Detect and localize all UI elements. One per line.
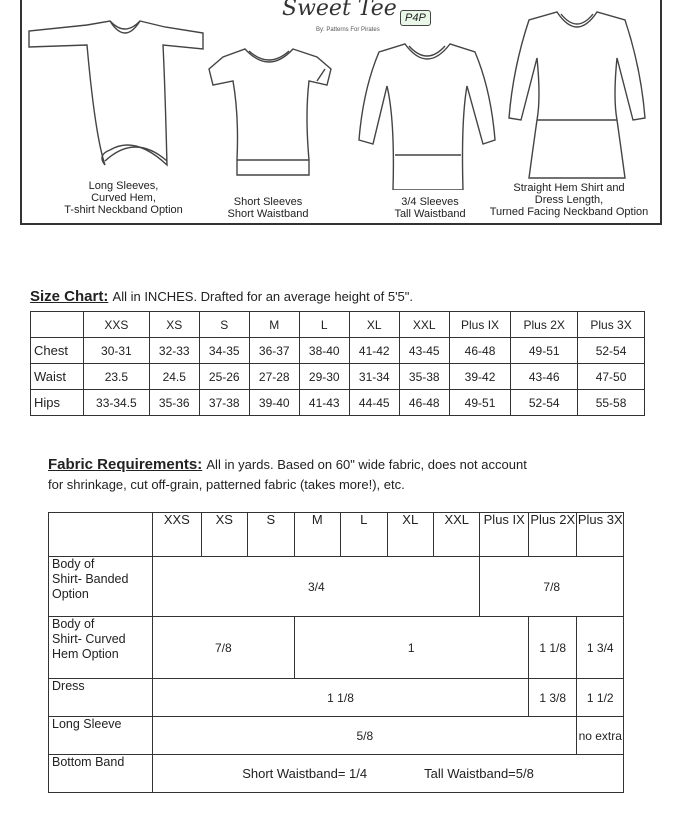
fabric-col-header: XS xyxy=(201,513,247,557)
size-col-header: XXL xyxy=(399,312,449,338)
fabric-table xyxy=(48,512,624,793)
size-cell: 37-38 xyxy=(199,390,249,416)
size-cell: 49-51 xyxy=(511,338,578,364)
fabric-cell: 1 1/8 xyxy=(528,617,577,679)
size-cell: 49-51 xyxy=(449,390,511,416)
caption-view-4: Straight Hem Shirt and Dress Length, Turned Facing Neckband Option xyxy=(489,182,649,218)
brand-logo xyxy=(280,0,430,40)
fabric-cell: 1 xyxy=(294,617,528,679)
size-col-header: XXS xyxy=(84,312,150,338)
row-label: Body of Shirt- Banded Option xyxy=(49,557,153,617)
garment-dress xyxy=(505,8,650,183)
size-chart-note: All in INCHES. Drafted for an average height of 5'5". xyxy=(112,289,414,304)
size-cell: 38-40 xyxy=(299,338,349,364)
size-cell: 39-42 xyxy=(449,364,511,390)
fabric-cell: 1 3/4 xyxy=(577,617,624,679)
fabric-row-dress xyxy=(49,679,624,717)
fabric-col-header: Plus IX xyxy=(480,513,529,557)
fabric-cell: 7/8 xyxy=(480,557,624,617)
size-cell: 52-54 xyxy=(511,390,578,416)
fabric-cell xyxy=(153,755,624,793)
size-cell: 30-31 xyxy=(84,338,150,364)
size-cell: 55-58 xyxy=(578,390,645,416)
brand-badge: P4P xyxy=(400,10,431,26)
fabric-cell: 7/8 xyxy=(153,617,294,679)
fabric-col-header: M xyxy=(294,513,340,557)
row-label: Bottom Band xyxy=(49,755,153,793)
fabric-col-header: L xyxy=(341,513,387,557)
size-cell: 41-42 xyxy=(349,338,399,364)
row-label: Hips xyxy=(31,390,84,416)
size-cell: 52-54 xyxy=(578,338,645,364)
fabric-row-banded xyxy=(49,557,624,617)
size-cell: 46-48 xyxy=(399,390,449,416)
fabric-col-header: Plus 3X xyxy=(577,513,624,557)
fabric-cell: 3/4 xyxy=(153,557,480,617)
size-col-header: M xyxy=(249,312,299,338)
short-waistband-note: Short Waistband= 1/4 xyxy=(242,766,368,781)
size-cell: 31-34 xyxy=(349,364,399,390)
size-cell: 43-46 xyxy=(511,364,578,390)
fabric-header-row xyxy=(49,513,624,557)
size-cell: 24.5 xyxy=(149,364,199,390)
size-chart-table xyxy=(30,311,645,416)
fabric-col-header: XL xyxy=(387,513,433,557)
fabric-cell: 1 1/2 xyxy=(577,679,624,717)
size-chart-heading: Size Chart: All in INCHES. Drafted for an average height of 5'5". xyxy=(30,288,414,305)
size-cell: 47-50 xyxy=(578,364,645,390)
fabric-col-header: S xyxy=(248,513,294,557)
size-col-header: S xyxy=(199,312,249,338)
row-label: Long Sleeve xyxy=(49,717,153,755)
size-cell: 29-30 xyxy=(299,364,349,390)
fabric-col-header: Plus 2X xyxy=(528,513,577,557)
fabric-note-line1: All in yards. Based on 60" wide fabric, does not account xyxy=(206,457,527,472)
row-label: Body of Shirt- Curved Hem Option xyxy=(49,617,153,679)
row-label: Waist xyxy=(31,364,84,390)
garment-three-quarter-sleeve xyxy=(355,40,500,190)
brand-subtitle: By: Patterns For Pirates xyxy=(316,27,380,33)
row-label: Chest xyxy=(31,338,84,364)
fabric-cell: 5/8 xyxy=(153,717,577,755)
garment-short-sleeve xyxy=(205,45,335,180)
size-cell: 34-35 xyxy=(199,338,249,364)
fabric-row-curved xyxy=(49,617,624,679)
fabric-cell: no extra xyxy=(577,717,624,755)
size-cell: 41-43 xyxy=(299,390,349,416)
fabric-row-bottom-band xyxy=(49,755,624,793)
row-label: Dress xyxy=(49,679,153,717)
tall-waistband-note: Tall Waistband=5/8 xyxy=(424,766,534,781)
size-col-header: Plus IX xyxy=(449,312,511,338)
size-cell: 25-26 xyxy=(199,364,249,390)
size-col-header: L xyxy=(299,312,349,338)
size-cell: 43-45 xyxy=(399,338,449,364)
garment-long-sleeve-curved-hem xyxy=(25,15,205,175)
size-cell: 36-37 xyxy=(249,338,299,364)
size-col-header: Plus 2X xyxy=(511,312,578,338)
size-cell: 46-48 xyxy=(449,338,511,364)
size-cell: 23.5 xyxy=(84,364,150,390)
size-cell: 35-36 xyxy=(149,390,199,416)
size-row-hips xyxy=(31,390,645,416)
fabric-col-header: XXS xyxy=(153,513,202,557)
fabric-col-header: XXL xyxy=(434,513,480,557)
fabric-heading: Fabric Requirements: All in yards. Based on 60" wide fabric, does not account xyxy=(48,456,527,473)
fabric-row-long-sleeve xyxy=(49,717,624,755)
caption-view-1: Long Sleeves, Curved Hem, T-shirt Neckband Option xyxy=(64,180,183,216)
brand-title: Sweet Tee xyxy=(282,0,397,21)
size-col-header: Plus 3X xyxy=(578,312,645,338)
size-cell: 33-34.5 xyxy=(84,390,150,416)
size-cell: 44-45 xyxy=(349,390,399,416)
size-cell: 32-33 xyxy=(149,338,199,364)
size-cell: 35-38 xyxy=(399,364,449,390)
size-row-chest xyxy=(31,338,645,364)
size-header-row xyxy=(31,312,645,338)
size-cell: 27-28 xyxy=(249,364,299,390)
fabric-cell: 1 1/8 xyxy=(153,679,529,717)
size-row-waist xyxy=(31,364,645,390)
caption-view-2: Short Sleeves Short Waistband xyxy=(227,196,309,220)
size-cell: 39-40 xyxy=(249,390,299,416)
size-col-header: XL xyxy=(349,312,399,338)
caption-view-3: 3/4 Sleeves Tall Waistband xyxy=(394,196,466,220)
fabric-note-line2: for shrinkage, cut off-grain, patterned fabric (takes more!), etc. xyxy=(48,477,405,492)
size-col-header: XS xyxy=(149,312,199,338)
fabric-cell: 1 3/8 xyxy=(528,679,577,717)
